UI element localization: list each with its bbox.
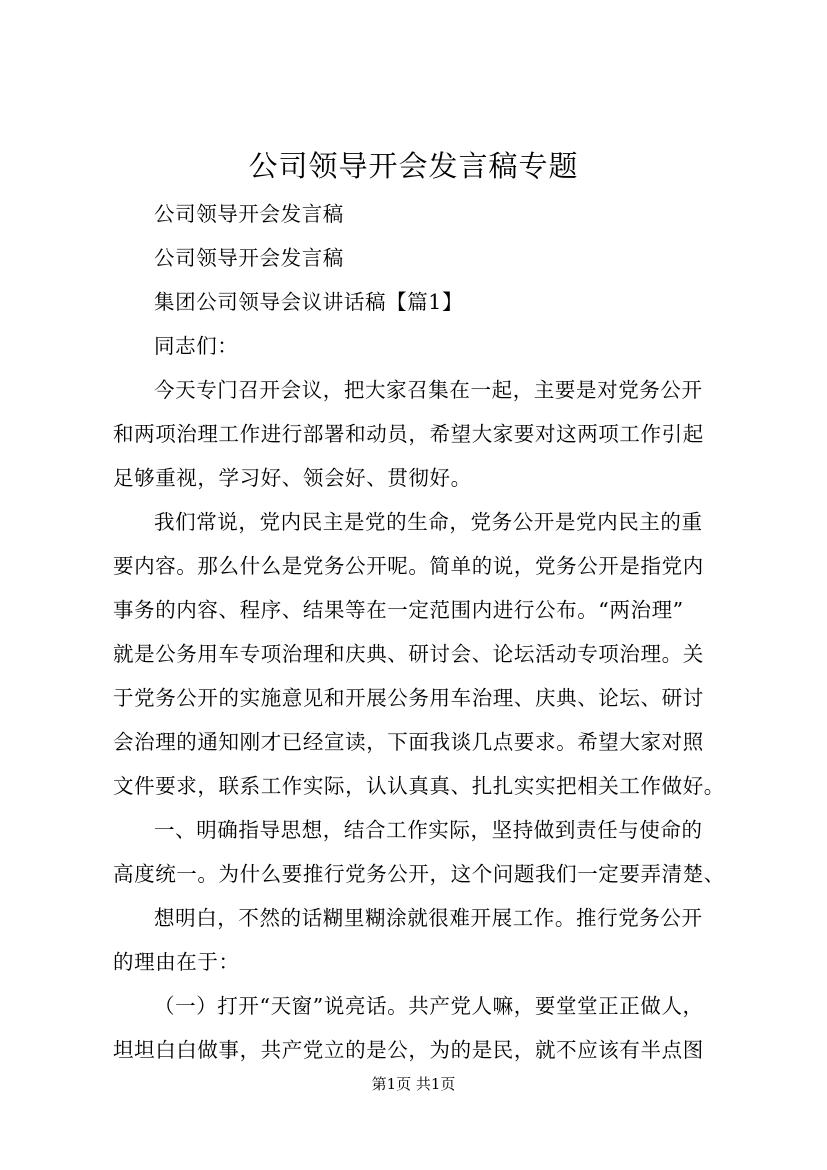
text-line: 坦坦白白做事，共产党立的是公，为的是民，就不应该有半点图: [113, 1038, 704, 1062]
text-line: 想明白，不然的话糊里糊涂就很难开展工作。推行党务公开: [154, 906, 703, 930]
text-line: 集团公司领导会议讲话稿【篇1】: [154, 290, 464, 314]
text-line: 足够重视，学习好、领会好、贯彻好。: [113, 466, 472, 490]
text-line: 我们常说，党内民主是党的生命，党务公开是党内民主的重: [154, 510, 703, 534]
document-body: [113, 192, 733, 1072]
text-line: 于党务公开的实施意见和开展公务用车治理、庆典、论坛、研讨: [113, 686, 704, 710]
text-line: 和两项治理工作进行部署和动员，希望大家要对这两项工作引起: [113, 422, 704, 446]
page-footer: 第1页 共1页: [371, 1075, 456, 1093]
text-line: 就是公务用车专项治理和庆典、研讨会、论坛活动专项治理。关: [113, 642, 704, 666]
text-line: 的理由在于：: [113, 950, 240, 974]
text-line: 事务的内容、程序、结果等在一定范围内进行公布。“两治理”: [113, 598, 684, 622]
text-line: 高度统一。为什么要推行党务公开，这个问题我们一定要弄清楚、: [113, 862, 725, 886]
document-title: 公司领导开会发言稿专题: [248, 149, 579, 183]
text-line: 公司领导开会发言稿: [154, 202, 344, 226]
text-line: 同志们：: [154, 334, 239, 358]
text-line: 会治理的通知刚才已经宣读，下面我谈几点要求。希望大家对照: [113, 730, 704, 754]
text-line: 文件要求，联系工作实际，认认真真、扎扎实实把相关工作做好。: [113, 774, 725, 798]
text-line: 一、明确指导思想，结合工作实际，坚持做到责任与使命的: [154, 818, 703, 842]
text-line: （一）打开“天窗”说亮话。共产党人嘛，要堂堂正正做人，: [154, 994, 704, 1018]
text-line: 今天专门召开会议，把大家召集在一起，主要是对党务公开: [154, 378, 703, 402]
text-line: 公司领导开会发言稿: [154, 246, 344, 270]
text-line: 要内容。那么什么是党务公开呢。简单的说，党务公开是指党内: [113, 554, 704, 578]
